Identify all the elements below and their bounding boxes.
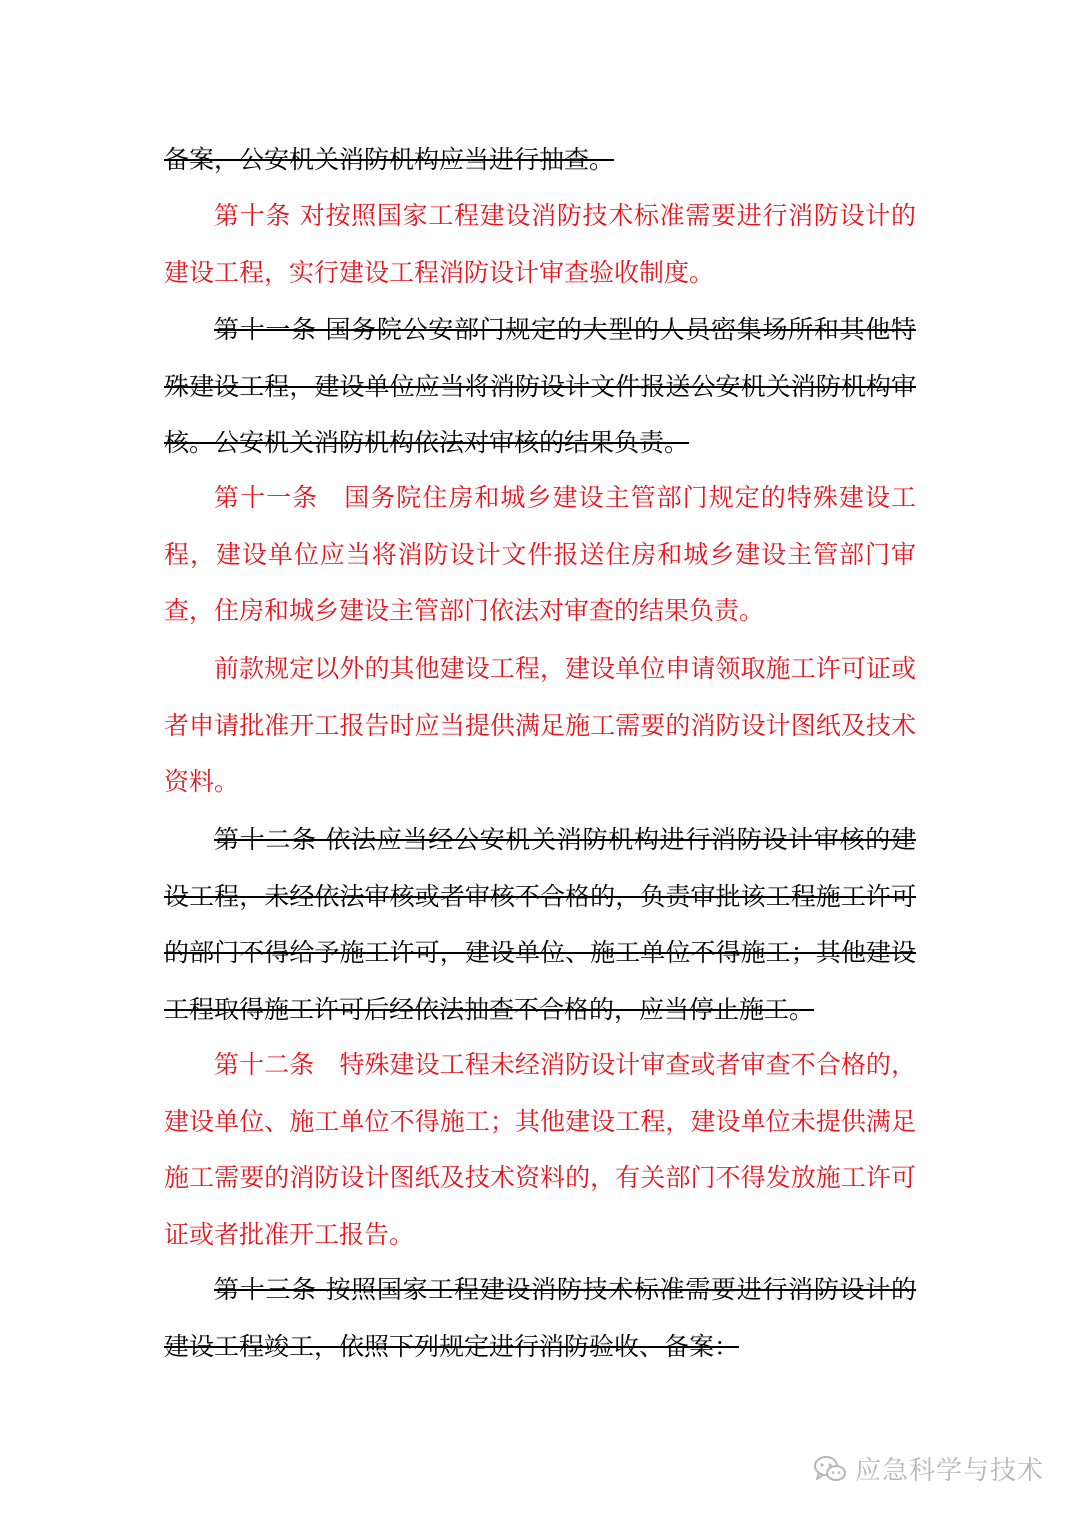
paragraph-article-12-new: 第十二条 特殊建设工程未经消防设计审查或者审查不合格的，建设单位、施工单位不得施工；其他建设工程，建设单位未提供满足施工需要的消防设计图纸及技术资料的，有关部门不得发放施工许可证或者批准开工报告。: [164, 1050, 916, 1249]
paragraph-deleted-filing: 备案，公安机关消防机构应当进行抽查。: [164, 145, 615, 174]
paragraph-article-11-old: 第十一条 国务院公安部门规定的大型的人员密集场所和其他特殊建设工程，建设单位应当将消防设计文件报送公安机关消防机构审核。公安机关消防机构依法对审核的结果负责。: [164, 315, 916, 457]
watermark: [813, 1450, 1044, 1487]
paragraph-article-10-new: 第十条 对按照国家工程建设消防技术标准需要进行消防设计的建设工程，实行建设工程消防设计审查验收制度。: [164, 201, 916, 287]
wechat-icon: [813, 1454, 847, 1484]
paragraph-article-13-old: 第十三条 按照国家工程建设消防技术标准需要进行消防设计的建设工程竣工，依照下列规定进行消防验收、备案：: [164, 1275, 916, 1361]
watermark-label: 应急科学与技术: [854, 1456, 1044, 1486]
paragraph-article-11-clause-2: 前款规定以外的其他建设工程，建设单位申请领取施工许可证或者申请批准开工报告时应当提供满足施工需要的消防设计图纸及技术资料。: [164, 654, 916, 796]
paragraph-article-12-old: 第十二条 依法应当经公安机关消防机构进行消防设计审核的建设工程，未经依法审核或者审核不合格的，负责审批该工程施工许可的部门不得给予施工许可，建设单位、施工单位不得施工；其他建设工程取得施工许可后经依法抽查不合格的，应当停止施工。: [164, 825, 916, 1024]
paragraph-article-11-new: 第十一条 国务院住房和城乡建设主管部门规定的特殊建设工程，建设单位应当将消防设计文件报送住房和城乡建设主管部门审查，住房和城乡建设主管部门依法对审查的结果负责。: [164, 483, 916, 625]
